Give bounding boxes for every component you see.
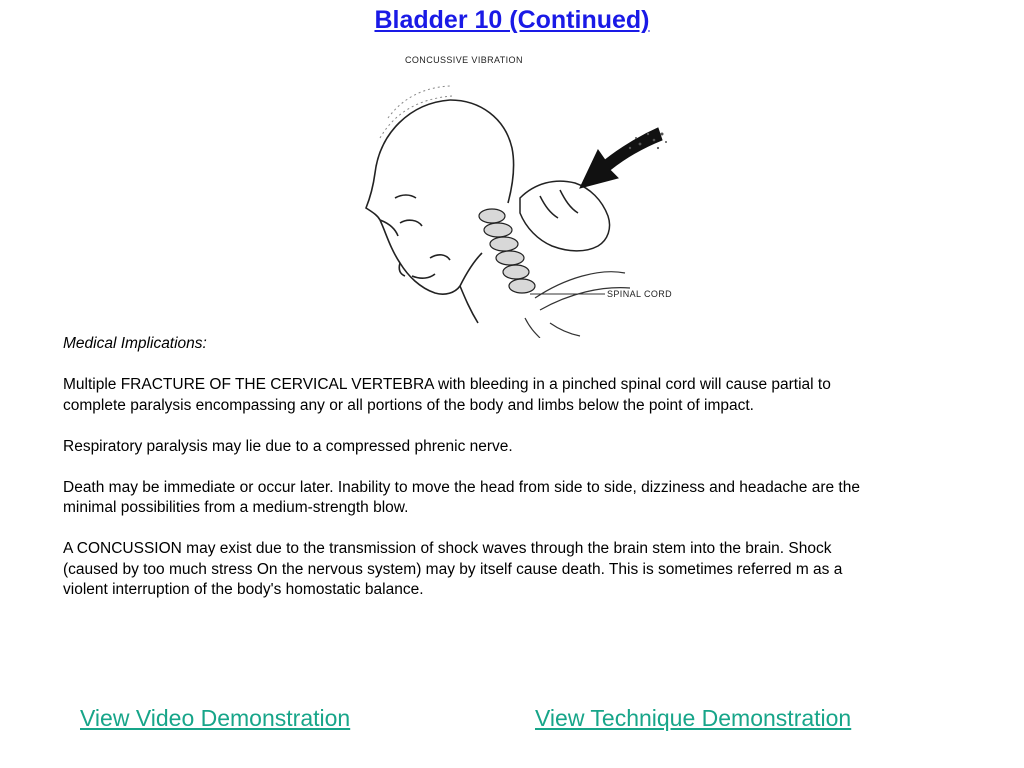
view-video-demonstration-link[interactable]: View Video Demonstration	[80, 705, 351, 731]
cervical-spine-icon	[479, 209, 535, 293]
paragraph-death: Death may be immediate or occur later. Inability to move the head from side to side, dizziness and headache are the minimal possibilities from a medium-strength blow.	[63, 478, 860, 516]
page-title[interactable]: Bladder 10 (Continued)	[374, 6, 650, 34]
vibration-arcs-icon	[380, 86, 452, 138]
paragraph-respiratory: Respiratory paralysis may lie due to a compressed phrenic nerve.	[63, 437, 513, 455]
medical-implications-section	[63, 334, 873, 621]
spinal-cord-label: SPINAL CORD	[607, 289, 673, 299]
force-arrow-icon	[580, 128, 667, 188]
shoulder-outline-icon	[525, 272, 630, 338]
view-technique-demonstration-link[interactable]: View Technique Demonstration	[535, 705, 852, 731]
paragraph-concussion: A CONCUSSION may exist due to the transmission of shock waves through the brain stem into the brain. Shock (caused by too much stress On the nervous system) may by itself cause death. This is sometimes referred m as a violent interruption of the body's homostatic balance.	[63, 540, 843, 598]
paragraph-fracture: Multiple FRACTURE OF THE CERVICAL VERTEBRA with bleeding in a pinched spinal cord will cause partial to complete paralysis encompassing any or all portions of the body and limbs below the point of impact.	[63, 376, 831, 414]
section-heading: Medical Implications:	[63, 335, 207, 352]
concussive-vibration-label: CONCUSSIVE VIBRATION	[405, 55, 523, 65]
cervical-strike-illustration	[340, 48, 685, 338]
striking-hand-icon	[520, 181, 610, 251]
